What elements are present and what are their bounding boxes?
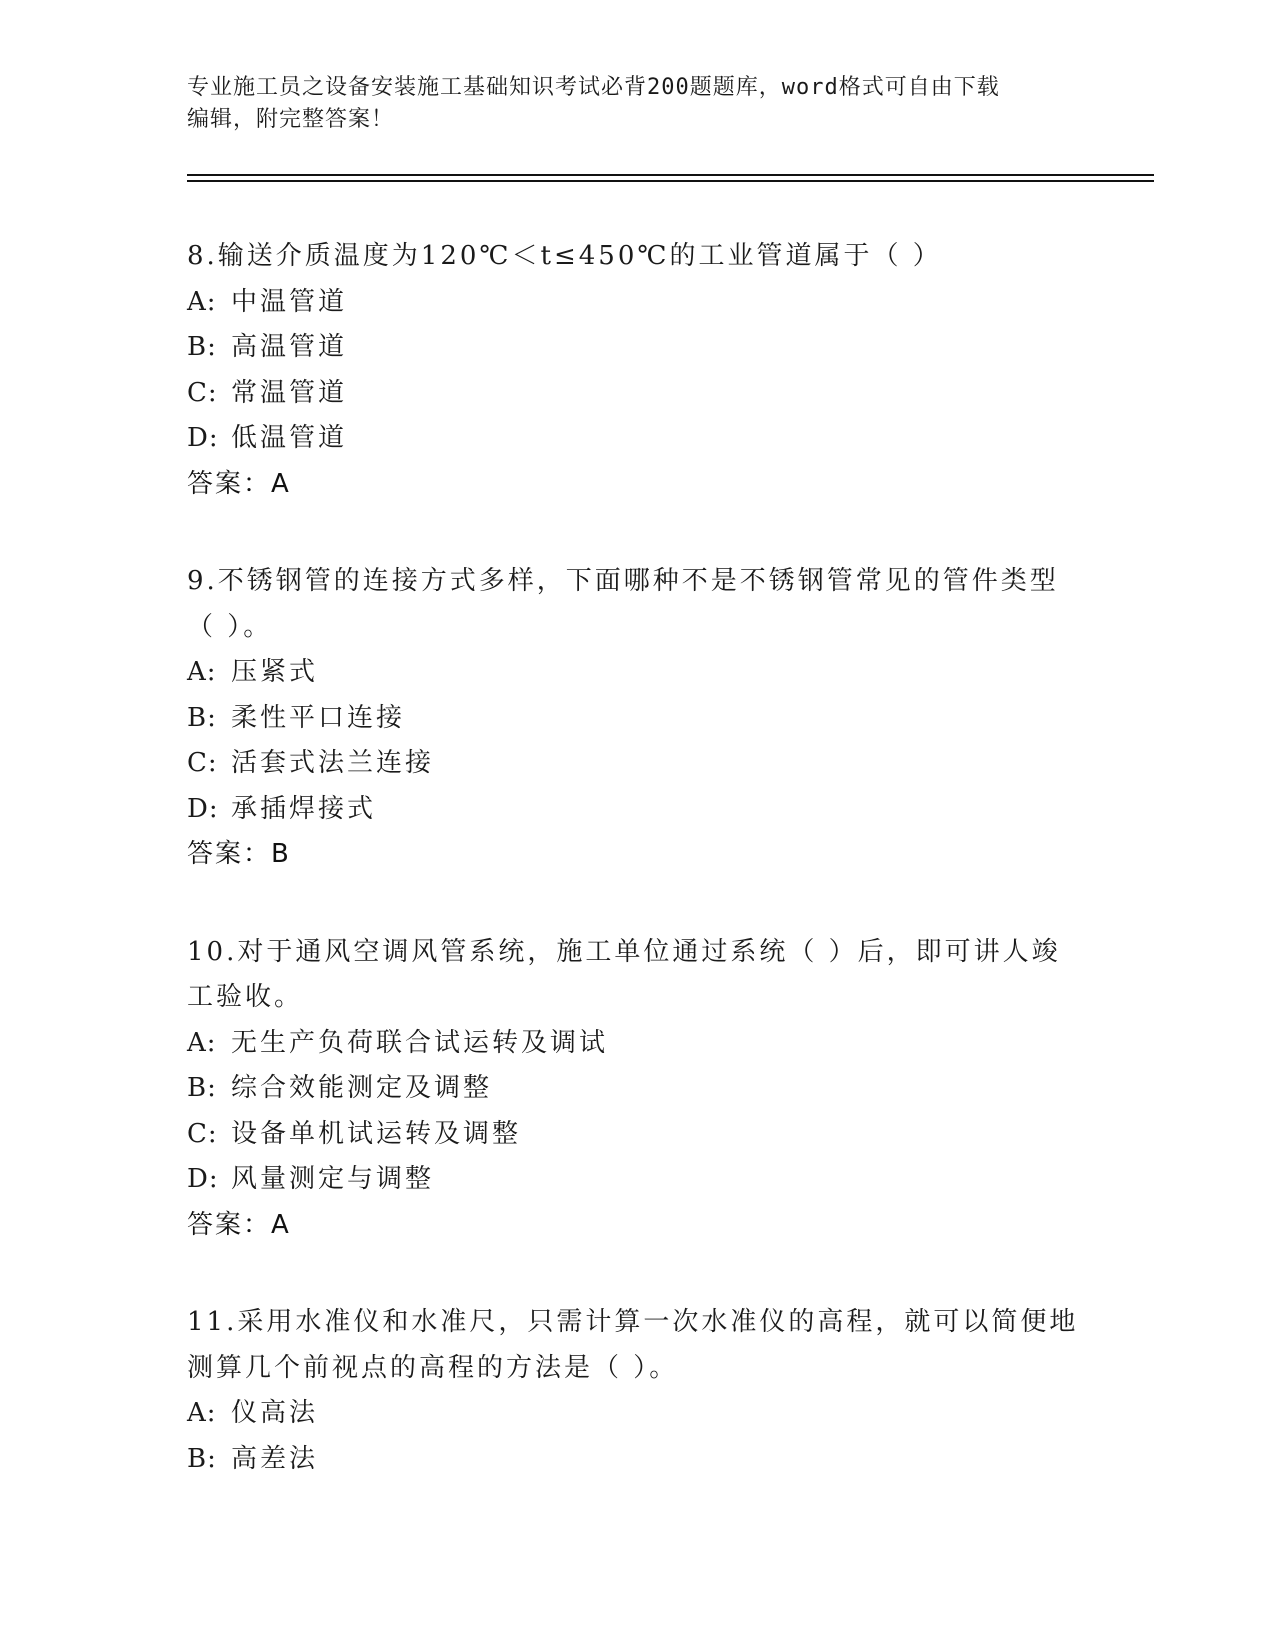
option-text: 综合效能测定及调整 [231, 1073, 493, 1103]
option-text: 高差法 [231, 1443, 319, 1474]
answer-line: 答案：B [187, 839, 291, 869]
option-a [187, 1391, 1087, 1437]
option-key: B: [187, 1073, 217, 1103]
option-text: 无生产负荷联合试运转及调试 [231, 1027, 609, 1058]
answer-line: 答案：A [187, 1209, 291, 1240]
question-stem-continuation: 测算几个前视点的高程的方法是（ ）。 [187, 1352, 679, 1383]
option-key: C: [187, 377, 218, 408]
option-text: 低温管道 [231, 423, 348, 453]
question-11 [187, 1300, 1087, 1482]
question-stem: 10.对于通风空调风管系统，施工单位通过系统（ ）后，即可讲人竣 [187, 936, 1061, 967]
option-c [187, 741, 1087, 787]
option-key: D: [187, 793, 219, 824]
option-b [187, 1437, 1087, 1483]
option-text: 高温管道 [231, 332, 348, 362]
option-key: D: [187, 423, 219, 453]
question-stem-continuation: （ ）。 [187, 611, 273, 642]
header-line-2: 编辑，附完整答案！ [187, 107, 395, 132]
question-stem: 9.不锈钢管的连接方式多样，下面哪种不是不锈钢管常见的管件类型 [187, 566, 1059, 596]
option-text: 设备单机试运转及调整 [231, 1118, 522, 1149]
option-a [187, 650, 1087, 696]
option-c [187, 371, 1087, 417]
option-key: A: [187, 1027, 217, 1058]
option-b [187, 696, 1087, 742]
option-key: B: [187, 1443, 217, 1474]
header-divider-bottom [187, 180, 1154, 182]
question-stem-continuation: 工验收。 [187, 982, 304, 1012]
option-a [187, 280, 1087, 326]
question-stem: 8.输送介质温度为120℃＜t≤450℃的工业管道属于（ ） [187, 241, 942, 271]
option-text: 常温管道 [231, 377, 348, 408]
option-text: 仪高法 [231, 1398, 319, 1428]
option-text: 风量测定与调整 [231, 1164, 435, 1194]
question-list [187, 234, 1087, 1534]
document-header [187, 72, 1067, 136]
option-text: 承插焊接式 [231, 793, 377, 824]
option-d [187, 416, 1087, 462]
option-key: A: [187, 1398, 217, 1428]
option-key: B: [187, 702, 217, 733]
option-b [187, 325, 1087, 371]
answer-line: 答案：A [187, 468, 291, 499]
option-key: C: [187, 1118, 218, 1149]
option-b [187, 1066, 1087, 1112]
question-9 [187, 559, 1087, 878]
option-c [187, 1112, 1087, 1158]
option-key: A: [187, 657, 217, 687]
option-key: A: [187, 286, 217, 317]
option-d [187, 1157, 1087, 1203]
option-key: C: [187, 748, 218, 778]
option-d [187, 787, 1087, 833]
option-text: 中温管道 [231, 286, 348, 317]
header-line-1: 专业施工员之设备安装施工基础知识考试必背200题题库，word格式可自由下载 [187, 75, 1000, 100]
option-text: 压紧式 [231, 657, 319, 687]
option-key: D: [187, 1164, 219, 1194]
header-divider-top [187, 174, 1154, 176]
option-key: B: [187, 332, 217, 362]
option-text: 柔性平口连接 [231, 702, 406, 733]
question-stem: 11.采用水准仪和水准尺，只需计算一次水准仪的高程，就可以简便地 [187, 1307, 1079, 1337]
option-text: 活套式法兰连接 [231, 748, 435, 778]
question-10 [187, 930, 1087, 1249]
option-a [187, 1021, 1087, 1067]
question-8 [187, 234, 1087, 507]
